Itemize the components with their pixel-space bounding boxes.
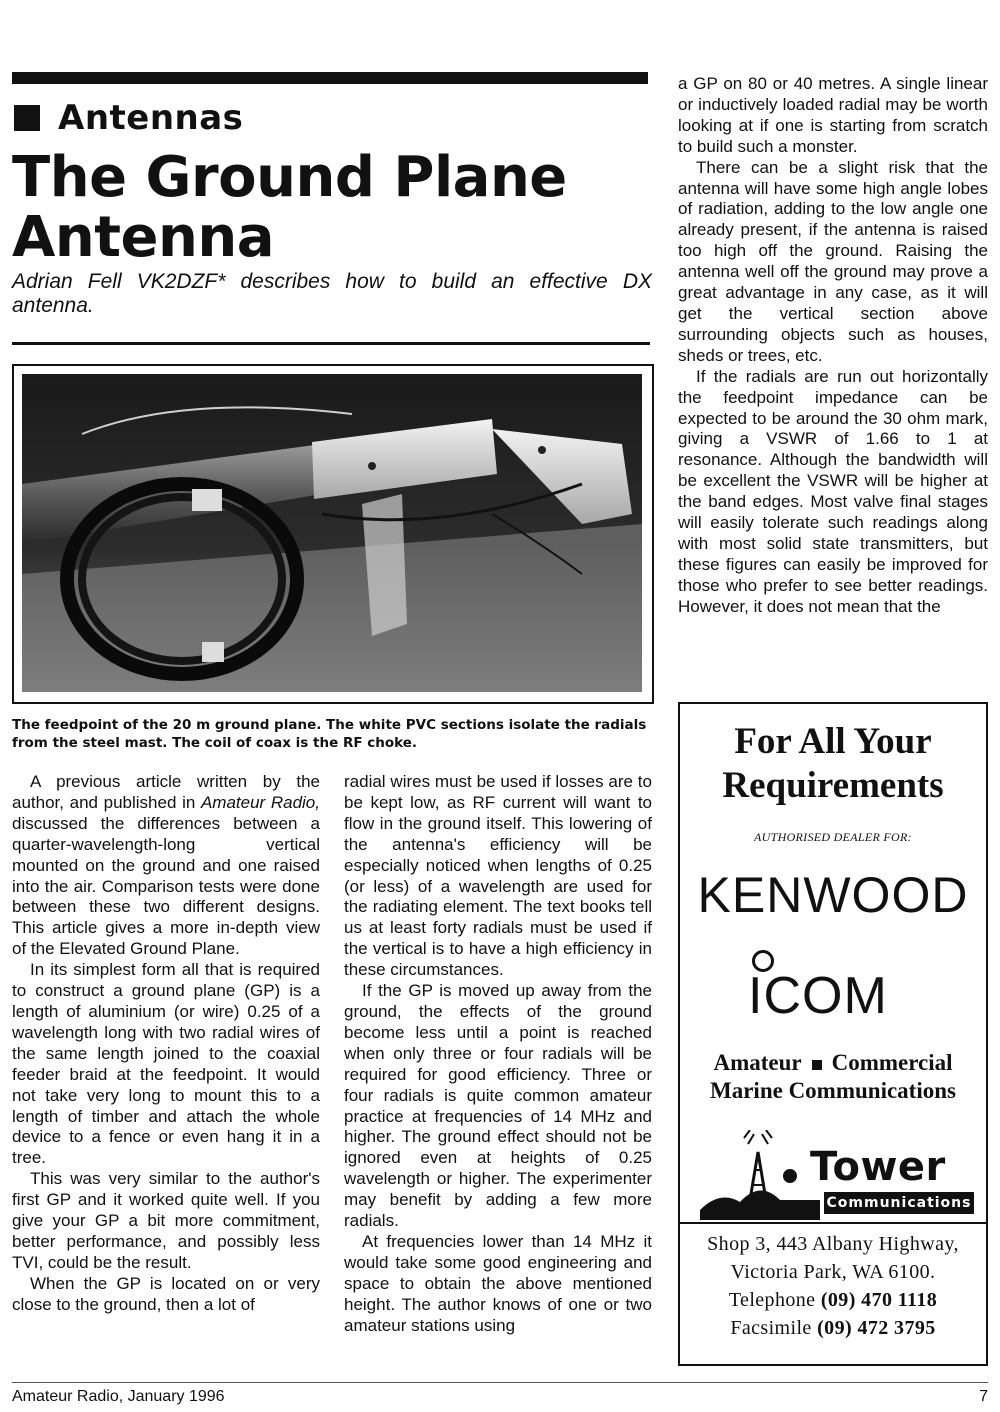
article-column-3 [678, 74, 988, 664]
icom-wordmark: ICOM [748, 967, 888, 1025]
tower-communications-logo [680, 1122, 986, 1222]
telephone-number: (09) 470 1118 [820, 1289, 938, 1311]
facsimile-line [680, 1314, 986, 1342]
publication-name: Amateur Radio, [200, 792, 320, 812]
icom-logo [680, 944, 986, 1034]
address-line-1: Shop 3, 443 Albany Highway, [707, 1233, 959, 1255]
paragraph: a GP on 80 or 40 metres. A single linear or inductively loaded radial may be worth looking at if one is starting from scratch to build such a monster. [678, 74, 988, 156]
paragraph [12, 772, 320, 960]
ad-address-block [680, 1230, 986, 1342]
photo-caption: The feedpoint of the 20 m ground plane. The white PVC sections isolate the radials from the steel mast. The coil of coax is the RF choke. [12, 717, 647, 751]
text-run: discussed the differences between a quarter-wavelength-long vertical mounted on the ground and one raised into the air. Comparison tests were done between these two different designs. This article gives a more in-depth view of the Elevated Ground Plane. [12, 813, 320, 959]
ad-services-line-1 [680, 1050, 986, 1076]
paragraph: At frequencies lower than 14 MHz it would take some good engineering and space to obtain the above mentioned height. The author knows of one or two amateur stations using [344, 1231, 652, 1335]
footer-rule [12, 1382, 988, 1383]
tower-wordmark: Tower [810, 1144, 946, 1190]
text-run: A previous article written by the author, and published in [12, 772, 320, 812]
photo-illustration [22, 374, 642, 692]
ad-headline [680, 720, 986, 808]
standfirst: Adrian Fell VK2DZF* describes how to build an effective DX antenna. [12, 270, 652, 317]
ad-service-commercial: Commercial [831, 1050, 953, 1075]
ad-service-amateur: Amateur [713, 1050, 802, 1075]
footer-publication: Amateur Radio, January 1996 [12, 1388, 225, 1405]
paragraph: If the radials are run out horizontally the feedpoint impedance can be expected to be around the 30 ohm mark, giving a VSWR of 1.66 to 1 at resonance. Although the bandwidth will be excellent the VSWR will be higher at the band edges. Most valve final stages will easily tolerate such readings along with most solid state transmitters, but these figures can easily be improved for those who prefer to see better readings. However, it does not mean that the [678, 366, 988, 616]
bullet-square-icon [812, 1060, 822, 1070]
ad-headline-line-1: For All Your [734, 721, 932, 762]
telephone-label: Telephone [728, 1289, 816, 1311]
page-number: 7 [979, 1388, 988, 1405]
facsimile-number: (09) 472 3795 [817, 1317, 936, 1339]
paragraph: When the GP is located on or very close to the ground, then a lot of [12, 1273, 320, 1314]
article-column-2 [344, 772, 652, 1362]
antenna-photo [12, 364, 654, 704]
tower-emblem-icon [700, 1130, 820, 1220]
facsimile-label: Facsimile [730, 1317, 812, 1339]
section-square-icon [14, 105, 40, 131]
ad-services-line-2: Marine Communications [710, 1078, 956, 1103]
section-label: Antennas [58, 98, 244, 138]
paragraph: In its simplest form all that is required to construct a ground plane (GP) is a length of aluminium (or wire) 0.25 of a wavelength long with two radial wires of the same length joined to the coaxial feeder braid at the feedpoint. It would not take very long to mount this to a length of timber and attach the whole device to a fence or even hang it in a tree. [12, 960, 320, 1168]
header-rule [12, 72, 648, 84]
ad-authorised-dealer: AUTHORISED DEALER FOR: [754, 830, 912, 844]
ad-divider [680, 1222, 986, 1224]
paragraph: This was very similar to the author's first GP and it worked quite well. If you give your GP a bit more commitment, better performance, and possibly less TVI, could be the result. [12, 1169, 320, 1272]
address-line-2: Victoria Park, WA 6100. [730, 1261, 936, 1283]
kenwood-logo: KENWOOD [697, 867, 969, 923]
paragraph: If the GP is moved up away from the ground, the effects of the ground become less until a point is reached when only three or four radials will be required for good efficiency. Three or four radials is quite common amateur practice at frequencies of 14 MHz and higher. The ground effect should not be ignored even at heights of 0.25 wavelength or higher. The experimenter may benefit by adding a few more radials. [344, 981, 652, 1231]
ad-headline-line-2: Requirements [722, 765, 944, 806]
title-line-2: Antenna [12, 205, 274, 270]
telephone-line [680, 1286, 986, 1314]
article-column-1 [12, 772, 320, 1362]
section-heading [14, 98, 243, 138]
dealer-advertisement [678, 702, 988, 1366]
article-title [12, 145, 652, 270]
paragraph: There can be a slight risk that the antenna will have some high angle lobes of radiation, adding to the low angle one already present, if the antenna is raised too high off the ground. Raising the antenna well off the ground may prove a great advantage in any case, as it will get the vertical section above surrounding objects such as houses, sheds or trees, etc. [678, 157, 988, 365]
paragraph: radial wires must be used if losses are to be kept low, as RF current will want to flow in the ground itself. This lowering of the antenna's efficiency will be especially noticed when lengths of 0.25 (or less) of a wavelength are used for the radiating element. The text books tell us at least forty radials must be used if the vertical is to have a high efficiency in these circumstances. [344, 772, 652, 980]
communications-band: Communications [824, 1192, 974, 1214]
standfirst-rule [12, 342, 650, 345]
title-line-1: The Ground Plane [12, 145, 567, 210]
